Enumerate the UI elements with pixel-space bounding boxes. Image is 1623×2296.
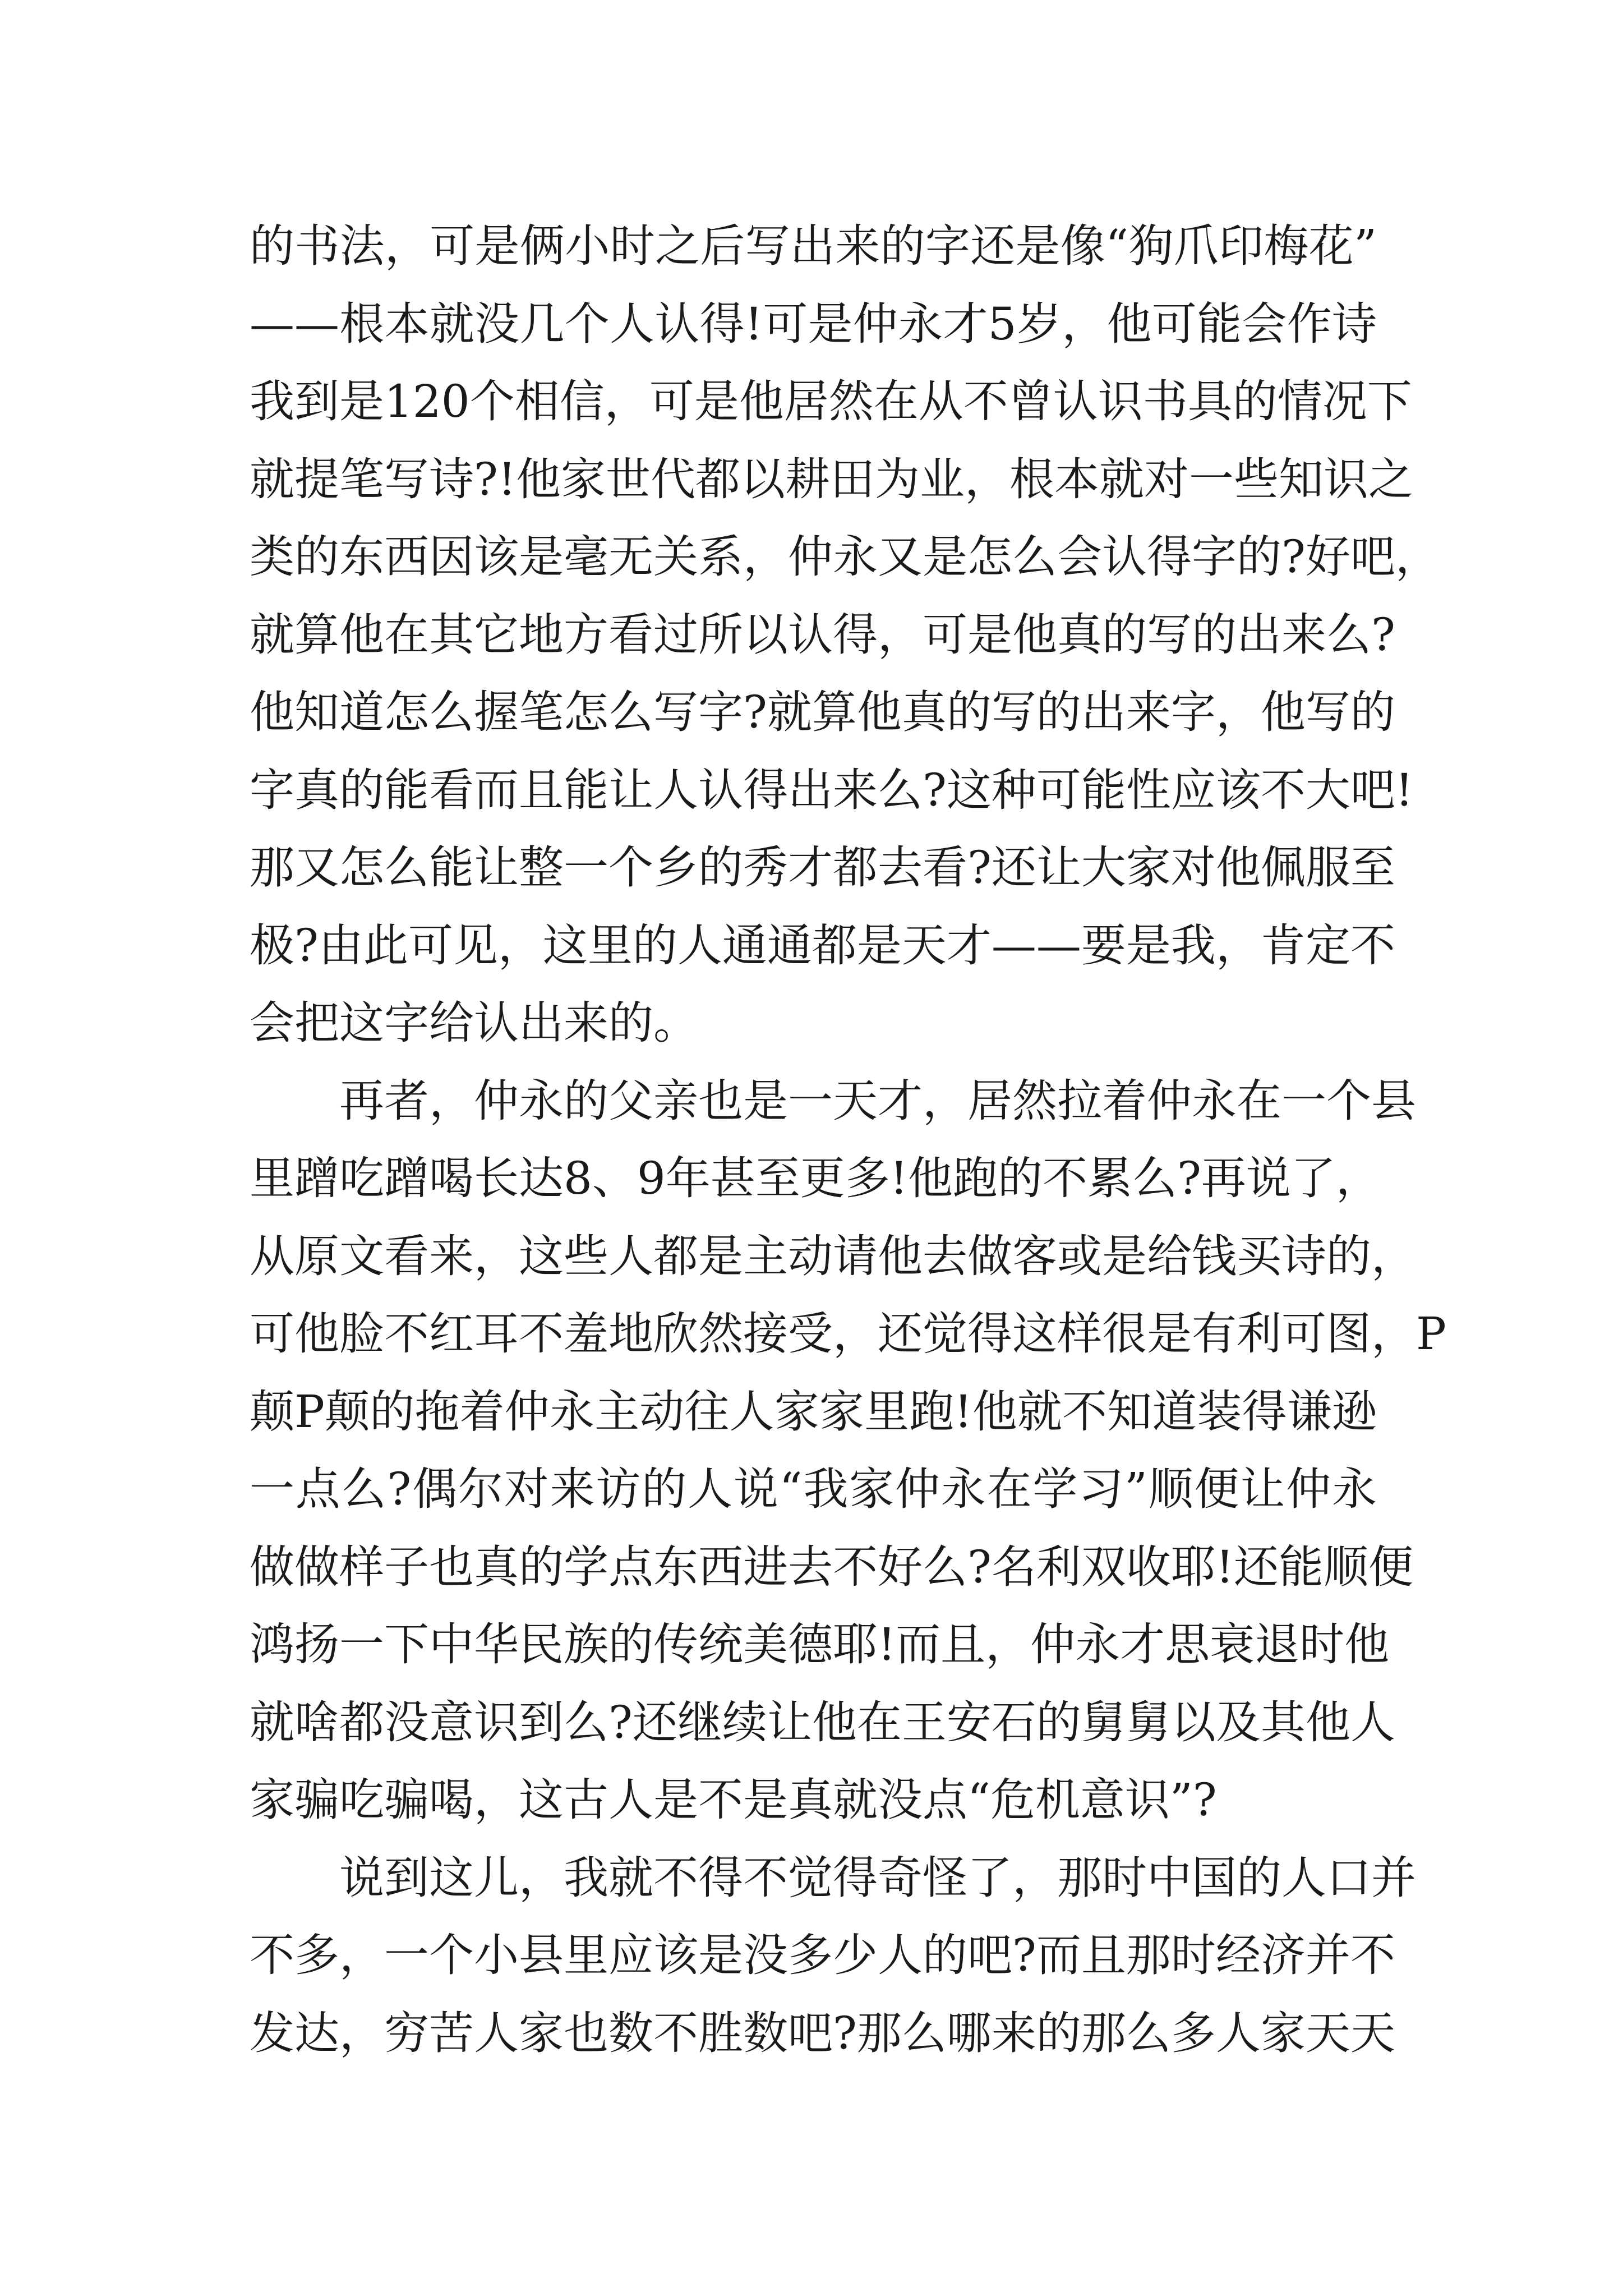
- text-line: 字真的能看而且能让人认得出来么?这种可能性应该不大吧!: [250, 763, 1414, 816]
- text-line: 不多，一个小县里应该是没多少人的吧?而且那时经济并不: [250, 1929, 1395, 1981]
- text-line: ——根本就没几个人认得!可是仲永才5岁，他可能会作诗: [250, 297, 1377, 350]
- text-line: 发达，穷苦人家也数不胜数吧?那么哪来的那么多人家天天: [250, 2007, 1395, 2059]
- text-line: 可他脸不红耳不羞地欣然接受，还觉得这样很是有利可图，P: [250, 1308, 1446, 1360]
- text-line: 会把这字给认出来的。: [250, 997, 698, 1049]
- text-line: 类的东西因该是毫无关系，仲永又是怎么会认得字的?好吧，: [250, 531, 1440, 583]
- text-line: 他知道怎么握笔怎么写字?就算他真的写的出来字，他写的: [250, 686, 1395, 738]
- text-line: 里蹭吃蹭喝长达8、9年甚至更多!他跑的不累么?再说了，: [250, 1152, 1381, 1204]
- text-line: 做做样子也真的学点东西进去不好么?名利双收耶!还能顺便: [250, 1540, 1414, 1593]
- text-line: 鸿扬一下中华民族的传统美德耶!而且，仲永才思衰退时他: [250, 1618, 1390, 1671]
- text-line: 颠P颠的拖着仲永主动往人家家里跑!他就不知道装得谦逊: [250, 1385, 1377, 1438]
- text-line: 一点么?偶尔对来访的人说“我家仲永在学习”顺便让仲永: [250, 1463, 1377, 1515]
- document-body: [250, 208, 1446, 2072]
- text-line: 从原文看来，这些人都是主动请他去做客或是给钱买诗的，: [250, 1230, 1416, 1282]
- text-line: 那又怎么能让整一个乡的秀才都去看?还让大家对他佩服至: [250, 841, 1395, 894]
- text-line: 极?由此可见，这里的人通通都是天才——要是我，肯定不: [250, 919, 1395, 972]
- text-line: 就啥都没意识到么?还继续让他在王安石的舅舅以及其他人: [250, 1696, 1395, 1749]
- text-line: 的书法，可是俩小时之后写出来的字还是像“狗爪印梅花”: [250, 220, 1377, 272]
- text-line: 我到是120个相信，可是他居然在从不曾认识书具的情况下: [250, 375, 1412, 427]
- text-line: 就算他在其它地方看过所以认得，可是他真的写的出来么?: [250, 608, 1395, 661]
- text-line: 说到这儿，我就不得不觉得奇怪了，那时中国的人口并: [339, 1851, 1416, 1904]
- text-line: 家骗吃骗喝，这古人是不是真就没点“危机意识”?: [250, 1774, 1217, 1826]
- text-line: 就提笔写诗?!他家世代都以耕田为业，根本就对一些知识之: [250, 453, 1414, 505]
- text-line: 再者，仲永的父亲也是一天才，居然拉着仲永在一个县: [339, 1074, 1416, 1127]
